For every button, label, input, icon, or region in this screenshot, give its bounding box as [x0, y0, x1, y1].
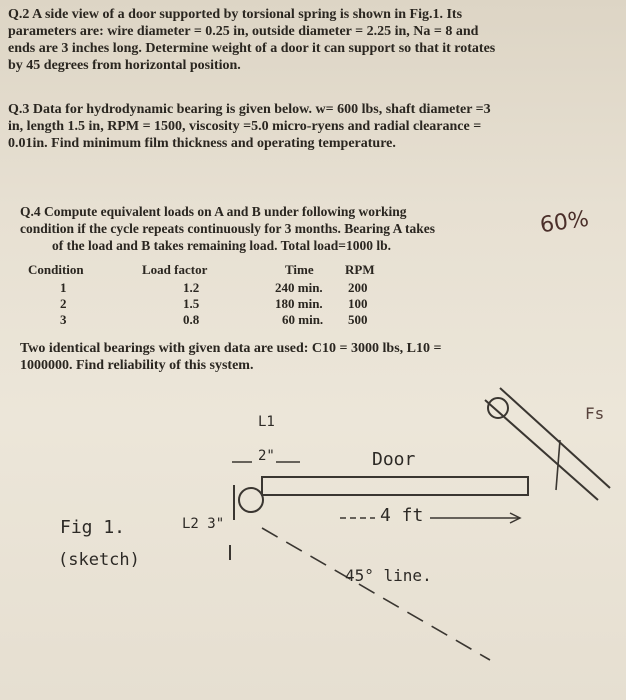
q4-line-2: condition if the cycle repeats continuously for 3 months. Bearing A takes	[20, 221, 436, 236]
door-rectangle	[262, 477, 528, 495]
cell-time: 60 min.	[282, 312, 324, 327]
cell-condition: 3	[60, 312, 67, 327]
cell-rpm: 200	[348, 280, 368, 295]
cell-time: 240 min.	[275, 280, 323, 295]
header-rpm: RPM	[345, 262, 375, 277]
cell-condition: 1	[60, 280, 67, 295]
label-sketch: (sketch)	[58, 550, 140, 570]
cell-rpm: 500	[348, 312, 368, 327]
q4-line-1: Q.4 Compute equivalent loads on A and B under following working	[20, 204, 407, 219]
cell-rpm: 100	[348, 296, 368, 311]
label-two-inch: 2"	[258, 448, 275, 464]
header-time: Time	[285, 262, 314, 277]
q2-line-2: parameters are: wire diameter = 0.25 in, outside diameter = 2.25 in, Na = 8 and	[8, 24, 479, 39]
label-door: Door	[372, 449, 416, 470]
forty-five-degree-line	[262, 528, 490, 660]
q2-line-3: ends are 3 inches long. Determine weight of a door it can support so that it rotates	[8, 41, 496, 56]
q4-tail-line-1: Two identical bearings with given data are used: C10 = 3000 lbs, L10 =	[20, 341, 442, 356]
rotated-spring-circle	[488, 398, 508, 418]
cell-load-factor: 1.2	[183, 280, 200, 295]
cell-time: 180 min.	[275, 296, 323, 311]
cell-load-factor: 0.8	[183, 312, 200, 327]
label-45-degree-line: 45° line.	[345, 566, 432, 585]
label-fs: Fs	[585, 404, 605, 423]
q3-line-1: Q.3 Data for hydrodynamic bearing is given below. w= 600 lbs, shaft diameter =3	[8, 102, 491, 117]
cell-load-factor: 1.5	[183, 296, 200, 311]
label-four-ft: 4 ft	[380, 505, 424, 526]
rotated-door-edge-2	[500, 388, 610, 488]
label-l2: L2 3"	[182, 516, 225, 532]
header-condition: Condition	[28, 262, 84, 277]
q4-tail-line-2: 1000000. Find reliability of this system.	[20, 358, 254, 373]
q3-line-2: in, length 1.5 in, RPM = 1500, viscosity =5.0 micro-ryens and radial clearance =	[8, 119, 482, 134]
cell-condition: 2	[60, 296, 67, 311]
q2-line-4: by 45 degrees from horizontal position.	[8, 58, 241, 73]
header-load-factor: Load factor	[142, 262, 208, 277]
q2-line-1: Q.2 A side view of a door supported by torsional spring is shown in Fig.1. Its	[8, 7, 463, 22]
label-fig1: Fig 1.	[60, 517, 126, 538]
q3-line-3: 0.01in. Find minimum film thickness and operating temperature.	[8, 136, 396, 151]
handwritten-percentage: 60%	[538, 206, 591, 239]
label-l1: L1	[258, 414, 275, 430]
rotated-door-edge-1	[485, 400, 598, 500]
spring-circle	[239, 488, 263, 512]
q4-line-3: of the load and B takes remaining load. Total load=1000 lb.	[52, 238, 392, 253]
